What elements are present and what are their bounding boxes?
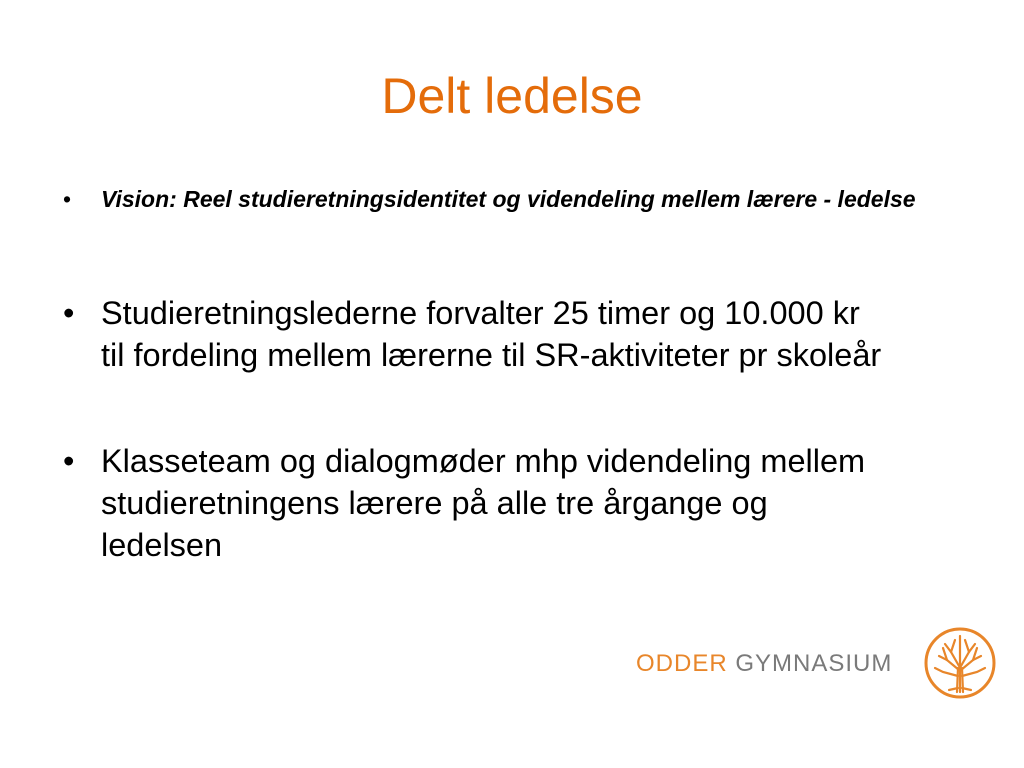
bullet-text: Vision: Reel studieretningsidentitet og videndeling mellem lærere - ledelse [101, 186, 916, 212]
school-logo [636, 626, 998, 700]
bullet-list [55, 185, 975, 566]
bullet-marker: • [63, 295, 75, 331]
logo-word-odder: ODDER [636, 650, 728, 677]
tree-emblem-icon [923, 626, 997, 700]
logo-wordmark [636, 650, 892, 678]
bullet-text: Studieretningslederne forvalter 25 timer og 10.000 kr til fordeling mellem lærerne til SR-aktiviteter pr skoleår [101, 295, 882, 373]
bullet-marker: • [63, 186, 72, 212]
bullet-item-classteams [55, 440, 891, 566]
logo-word-gymnasium: GYMNASIUM [735, 650, 893, 677]
bullet-item-budget [55, 292, 891, 376]
slide-title: Delt ledelse [381, 68, 643, 124]
bullet-item-vision [55, 185, 975, 214]
bullet-text: Klasseteam og dialogmøder mhp videndeling mellem studieretningens lærere på alle tre årgange og ledelsen [101, 443, 866, 563]
bullet-marker: • [63, 443, 75, 479]
